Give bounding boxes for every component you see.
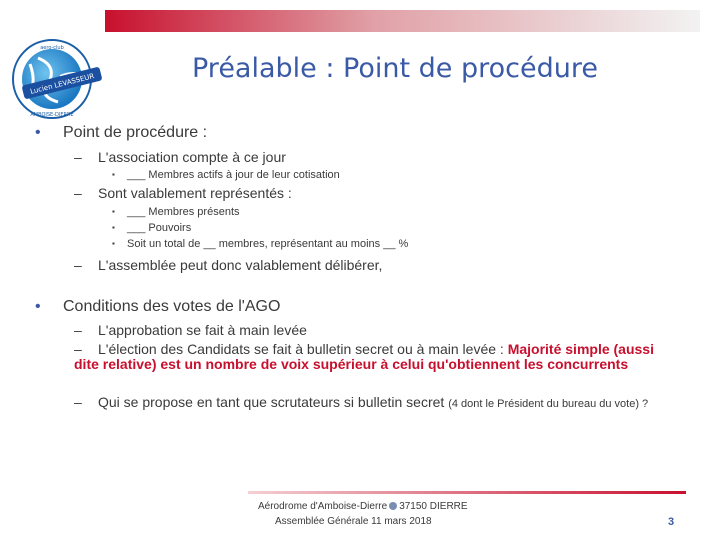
header-accent-bar	[105, 10, 700, 32]
club-logo	[8, 36, 104, 122]
sub-bullet-approval: – L'approbation se fait à main levée	[74, 322, 307, 338]
bullet-point-procedure: • Point de procédure :	[35, 124, 208, 141]
sub-bullet-represented: – Sont valablement représentés :	[74, 185, 292, 201]
logo-bottom-text: AMBOISE-DIERRE	[30, 112, 74, 118]
footer-event: Assemblée Générale 11 mars 2018	[275, 516, 432, 527]
page-number: 3	[668, 516, 675, 528]
detail-members-active: ▪ ___ Membres actifs à jour de leur cotisation	[112, 169, 340, 181]
bullet-dot-icon	[389, 502, 397, 510]
sub-bullet-association: – L'association compte à ce jour	[74, 149, 286, 165]
section1-heading: Point de procédure :	[63, 124, 208, 141]
sub-bullet-election: – L'élection des Candidats se fait à bulletin secret ou à main levée : Majorité simple (aussi dite relative) est un nombre de voix supérieur à celui qu'obtiennent les concurrents	[74, 341, 654, 372]
footer-location: Aérodrome d'Amboise-Dierre 37150 DIERRE	[258, 501, 468, 512]
detail-members-present: ▪ ___ Membres présents	[112, 206, 240, 218]
logo-middle-text: Lucien LEVASSEUR	[29, 72, 96, 96]
footer-accent-line	[248, 491, 686, 494]
slide-title: Préalable : Point de procédure	[192, 53, 598, 84]
sub-bullet-scrutineers: – Qui se propose en tant que scrutateurs si bulletin secret (4 dont le Président du bureau du vote) ?	[74, 394, 649, 410]
sub-bullet-deliberate: – L'assemblée peut donc valablement délibérer,	[74, 257, 383, 273]
section2-heading: Conditions des votes de l'AGO	[63, 298, 281, 315]
majority-definition: Majorité simple (aussi dite relative) est un nombre de voix supérieur à celui qu'obtiennent les concurrents	[74, 341, 654, 372]
detail-proxies: ▪ ___ Pouvoirs	[112, 222, 192, 234]
logo-top-text: aero-club	[40, 45, 64, 51]
bullet-point-conditions: • Conditions des votes de l'AGO	[35, 298, 281, 315]
detail-total: ▪ Soit un total de __ membres, représentant au moins __ %	[112, 238, 409, 250]
